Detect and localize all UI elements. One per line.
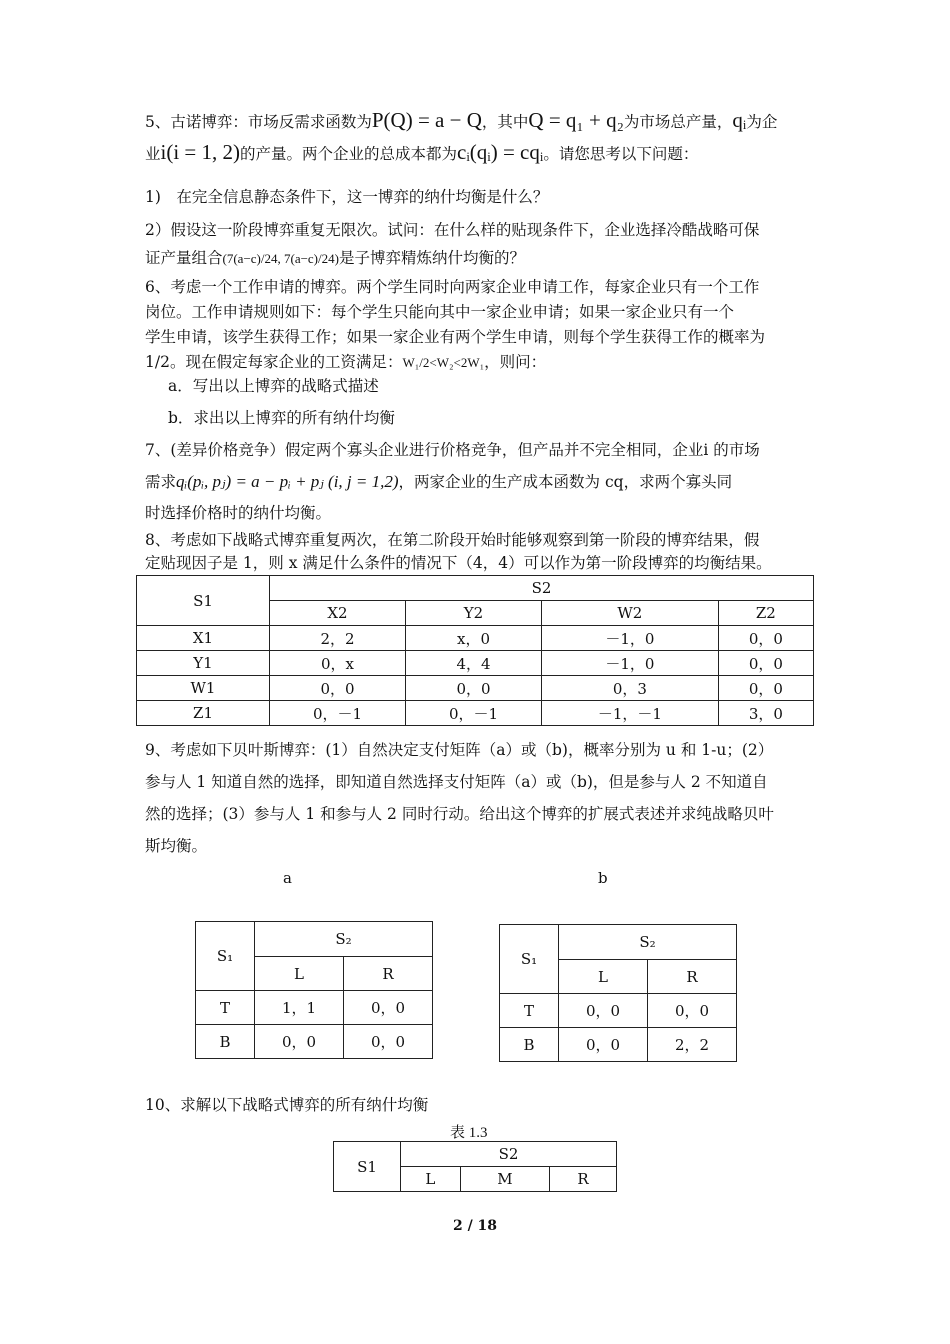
payoff-cell: x，0 <box>406 626 542 651</box>
col-header: Z2 <box>718 601 813 626</box>
matrix-a-label: a <box>283 869 292 887</box>
q6-item-a: a．写出以上博弈的战略式描述 <box>168 377 379 395</box>
payoff-cell: 0，0 <box>559 994 648 1028</box>
col-player-label: S₂ <box>255 922 433 957</box>
row-header: Y1 <box>137 651 270 676</box>
q6-item-b: b．求出以上博弈的所有纳什均衡 <box>168 409 395 427</box>
payoff-cell: －1，0 <box>542 626 719 651</box>
q7-line-2: 需求qᵢ(pᵢ, pⱼ) = a − pᵢ + pⱼ (i, j = 1,2)，两家企业的生产成本函数为 cq，求两个寡头同 <box>145 472 733 491</box>
table-row <box>500 1028 737 1062</box>
table-row <box>137 626 814 651</box>
table-row <box>500 994 737 1028</box>
table-row <box>196 1025 433 1059</box>
q5-sub-2-line-2: 证产量组合(7(a−c)/24, 7(a−c)/24)是子博弈精炼纳什均衡的？ <box>145 249 525 267</box>
q6-line-2: 岗位。工作申请规则如下：每个学生只能向其中一家企业申请；如果一家企业只有一个 <box>145 303 735 321</box>
row-header: B <box>500 1028 559 1062</box>
col-header: R <box>549 1167 616 1192</box>
row-header: T <box>196 991 255 1025</box>
payoff-cell: 0，0 <box>718 626 813 651</box>
row-player-label: S1 <box>334 1142 401 1192</box>
payoff-cell: 0，－1 <box>270 701 406 726</box>
row-header: X1 <box>137 626 270 651</box>
payoff-cell: 0，3 <box>542 676 719 701</box>
q9-line-1: 9、考虑如下贝叶斯博弈：(1）自然决定支付矩阵（a）或（b)，概率分别为 u 和 1-u；(2） <box>145 741 774 759</box>
payoff-cell: 0，0 <box>718 676 813 701</box>
payoff-cell: 0，0 <box>648 994 737 1028</box>
payoff-cell: 0，0 <box>270 676 406 701</box>
col-header: Y2 <box>406 601 542 626</box>
payoff-cell: 2，2 <box>648 1028 737 1062</box>
col-header: R <box>648 960 737 994</box>
row-player-label: S1 <box>137 576 270 626</box>
q10-line-1: 10、求解以下战略式博弈的所有纳什均衡 <box>145 1096 429 1114</box>
q7-line-1: 7、(差异价格竞争）假定两个寡头企业进行价格竞争，但产品并不完全相同，企业i 的市场 <box>145 441 760 459</box>
table-row <box>137 701 814 726</box>
payoff-cell: 0，0 <box>344 1025 433 1059</box>
payoff-cell: －1，－1 <box>542 701 719 726</box>
row-player-label: S₁ <box>500 925 559 994</box>
payoff-cell: 0，0 <box>406 676 542 701</box>
row-header: T <box>500 994 559 1028</box>
row-header: B <box>196 1025 255 1059</box>
q6-line-1: 6、考虑一个工作申请的博弈。两个学生同时向两家企业申请工作，每家企业只有一个工作 <box>145 278 760 296</box>
payoff-cell: 0，0 <box>344 991 433 1025</box>
matrix-b-table <box>499 924 737 1062</box>
q5-line-1: 5、古诺博弈：市场反需求函数为P(Q) = a − Q，其中Q = q₁ + q₂为市场总产量，qᵢ为企 <box>145 108 778 132</box>
col-header: L <box>559 960 648 994</box>
col-header: R <box>344 957 433 991</box>
table-row <box>137 651 814 676</box>
col-header: M <box>460 1167 549 1192</box>
col-player-label: S2 <box>270 576 814 601</box>
payoff-cell: －1，0 <box>542 651 719 676</box>
table-caption: 表 1.3 <box>450 1125 488 1141</box>
q6-line-4: 1/2。现在假定每家企业的工资满足：W₁/2<W₂<2W₁，则问： <box>145 353 547 371</box>
q9-line-3: 然的选择；(3）参与人 1 和参与人 2 同时行动。给出这个博弈的扩展式表述并求纯战略贝叶 <box>145 805 774 823</box>
matrix-b-label: b <box>598 869 608 887</box>
q7-line-3: 时选择价格时的纳什均衡。 <box>145 504 332 522</box>
q9-line-2: 参与人 1 知道自然的选择，即知道自然选择支付矩阵（a）或（b)，但是参与人 2 不知道自 <box>145 773 768 791</box>
row-header: W1 <box>137 676 270 701</box>
col-player-label: S2 <box>401 1142 617 1167</box>
payoff-cell: 3，0 <box>718 701 813 726</box>
table-row <box>196 991 433 1025</box>
q8-line-1: 8、考虑如下战略式博弈重复两次，在第二阶段开始时能够观察到第一阶段的博弈结果，假 <box>145 531 760 549</box>
payoff-cell: 0，x <box>270 651 406 676</box>
q5-sub-2-line-1: 2）假设这一阶段博弈重复无限次。试问：在什么样的贴现条件下，企业选择冷酷战略可保 <box>145 221 760 239</box>
matrix-a-table <box>195 921 433 1059</box>
q8-payoff-table <box>136 575 814 726</box>
payoff-cell: 4，4 <box>406 651 542 676</box>
payoff-cell: 2，2 <box>270 626 406 651</box>
payoff-cell: 0，0 <box>718 651 813 676</box>
q6-line-3: 学生申请，该学生获得工作；如果一家企业有两个学生申请，则每个学生获得工作的概率为 <box>145 328 766 346</box>
payoff-cell: 0，－1 <box>406 701 542 726</box>
q5-line-2: 业i(i = 1, 2)的产量。两个企业的总成本都为cᵢ(qᵢ) = cqᵢ。请您思考以下问题： <box>145 140 699 164</box>
table-row <box>137 676 814 701</box>
row-header: Z1 <box>137 701 270 726</box>
q9-line-4: 斯均衡。 <box>145 837 208 855</box>
payoff-cell: 1，1 <box>255 991 344 1025</box>
col-player-label: S₂ <box>559 925 737 960</box>
row-player-label: S₁ <box>196 922 255 991</box>
payoff-cell: 0，0 <box>255 1025 344 1059</box>
q5-sub-1: 1) 在完全信息静态条件下，这一博弈的纳什均衡是什么？ <box>145 188 549 206</box>
q8-line-2: 定贴现因子是 1，则 x 满足什么条件的情况下（4，4）可以作为第一阶段博弈的均衡结果。 <box>145 554 772 572</box>
col-header: L <box>401 1167 461 1192</box>
q10-payoff-table <box>333 1141 617 1192</box>
col-header: X2 <box>270 601 406 626</box>
page-number: 2 / 18 <box>452 1218 498 1234</box>
payoff-cell: 0，0 <box>559 1028 648 1062</box>
col-header: W2 <box>542 601 719 626</box>
col-header: L <box>255 957 344 991</box>
